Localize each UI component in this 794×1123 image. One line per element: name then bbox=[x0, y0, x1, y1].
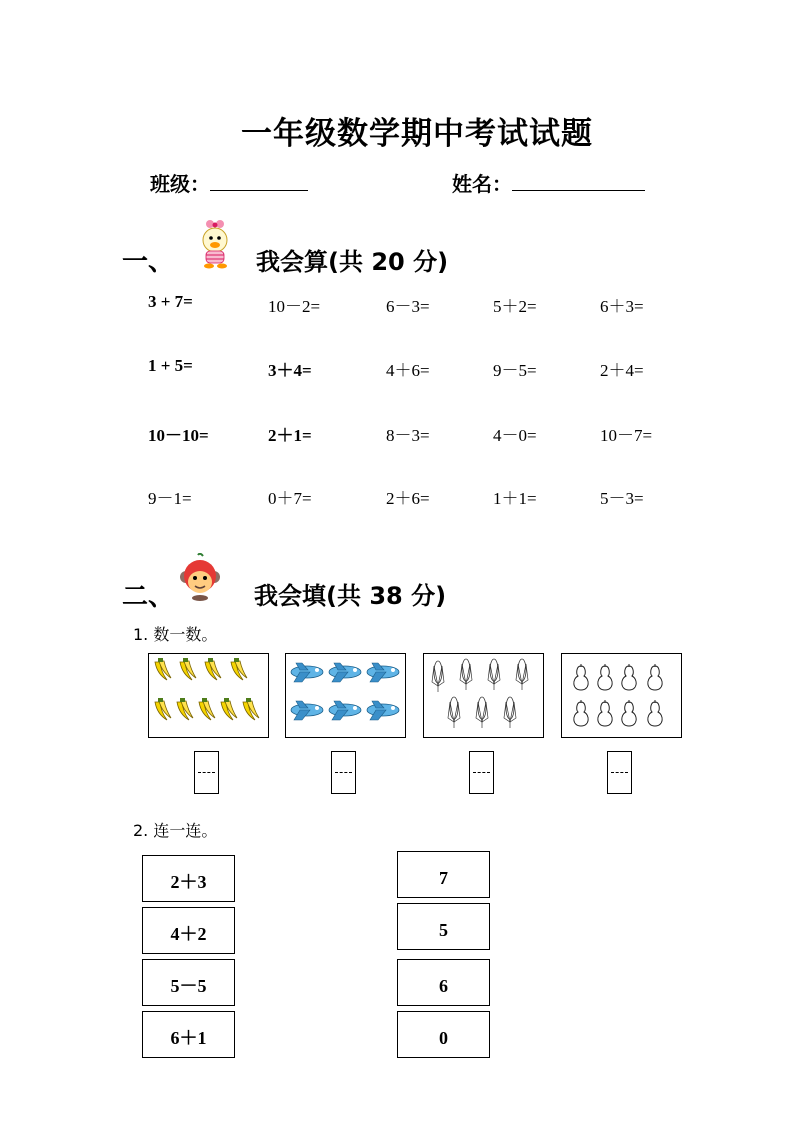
class-blank[interactable] bbox=[210, 170, 308, 191]
equation: 5－3= bbox=[600, 489, 644, 508]
equation: 2＋1= bbox=[268, 426, 312, 445]
equation: 9－1= bbox=[148, 489, 192, 508]
monkey-cartoon-icon bbox=[178, 553, 222, 601]
equation: 10－7= bbox=[600, 426, 653, 445]
answer-box[interactable] bbox=[194, 751, 219, 794]
section1-number: 一、 bbox=[122, 247, 175, 277]
page-title: 一年级数学期中考试试题 bbox=[241, 116, 593, 152]
section1-title: 我会算(共 20 分) bbox=[256, 248, 449, 276]
equation: 3 + 7= bbox=[148, 292, 193, 311]
equation: 8－3= bbox=[386, 426, 430, 445]
question2-label: 2. 连一连。 bbox=[133, 821, 218, 840]
equation: 9－5= bbox=[493, 361, 537, 380]
name-field bbox=[452, 168, 645, 197]
equation: 0＋7= bbox=[268, 489, 312, 508]
equation: 10－10= bbox=[148, 426, 209, 445]
answer-box[interactable] bbox=[331, 751, 356, 794]
name-blank[interactable] bbox=[512, 170, 645, 191]
match-right-card[interactable]: 0 bbox=[397, 1011, 490, 1058]
match-left-card[interactable]: 2＋3 bbox=[142, 855, 235, 902]
equation: 5＋2= bbox=[493, 297, 537, 316]
equation: 2＋4= bbox=[600, 361, 644, 380]
duck-cartoon-icon bbox=[196, 218, 236, 270]
question1-label: 1. 数一数。 bbox=[133, 625, 218, 644]
airplanes-picture bbox=[285, 653, 406, 738]
match-left-card[interactable]: 5－5 bbox=[142, 959, 235, 1006]
class-label: 班级： bbox=[150, 172, 210, 196]
class-field bbox=[150, 168, 308, 197]
section2-title: 我会填(共 38 分) bbox=[254, 582, 447, 610]
answer-box-midline bbox=[198, 772, 215, 773]
match-right-card[interactable]: 6 bbox=[397, 959, 490, 1006]
name-label: 姓名： bbox=[452, 172, 512, 196]
answer-box-midline bbox=[611, 772, 628, 773]
equation: 3＋4= bbox=[268, 361, 312, 380]
section2-number: 二、 bbox=[122, 582, 175, 612]
match-right-card[interactable]: 5 bbox=[397, 903, 490, 950]
equation: 6－3= bbox=[386, 297, 430, 316]
answer-box[interactable] bbox=[469, 751, 494, 794]
match-right-card[interactable]: 7 bbox=[397, 851, 490, 898]
answer-box-midline bbox=[335, 772, 352, 773]
answer-box[interactable] bbox=[607, 751, 632, 794]
equation: 10－2= bbox=[268, 297, 321, 316]
equation: 4－0= bbox=[493, 426, 537, 445]
equation: 6＋3= bbox=[600, 297, 644, 316]
equation: 1＋1= bbox=[493, 489, 537, 508]
corn-picture bbox=[423, 653, 544, 738]
equation: 1 + 5= bbox=[148, 356, 193, 375]
gourds-picture bbox=[561, 653, 682, 738]
bananas-picture bbox=[148, 653, 269, 738]
equation: 4＋6= bbox=[386, 361, 430, 380]
match-left-card[interactable]: 6＋1 bbox=[142, 1011, 235, 1058]
equation: 2＋6= bbox=[386, 489, 430, 508]
answer-box-midline bbox=[473, 772, 490, 773]
match-left-card[interactable]: 4＋2 bbox=[142, 907, 235, 954]
